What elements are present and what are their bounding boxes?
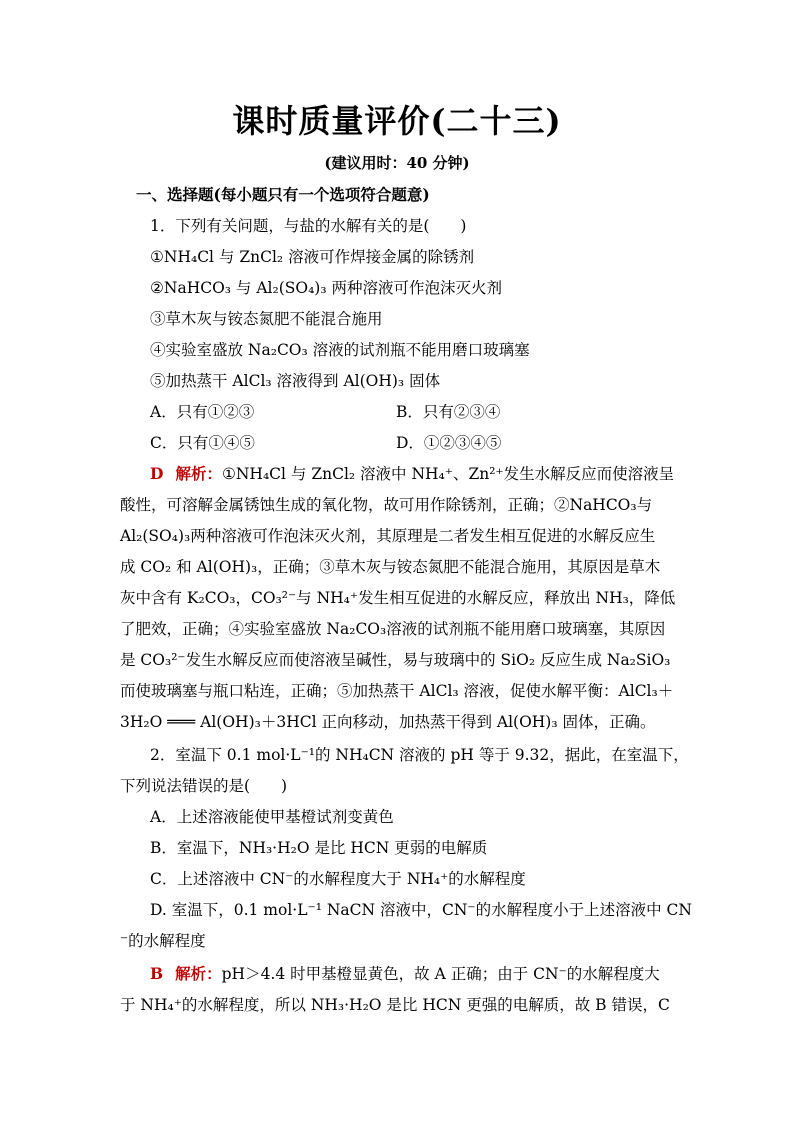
q1-option-b: B．只有②③④ [396, 403, 501, 421]
q1-analysis-first-line [150, 462, 706, 486]
q1-analysis-text: ①NH₄Cl 与 ZnCl₂ 溶液中 NH₄⁺、Zn²⁺发生水解反应而使溶液呈 [221, 465, 675, 483]
q1-stem: 1．下列有关问题，与盐的水解有关的是( ) [150, 217, 467, 235]
page-subtitle: (建议用时：40 分钟) [324, 154, 470, 172]
q2-option-d: D. 室温下，0.1 mol·L⁻¹ NaCN 溶液中，CN⁻的水解程度小于上述溶液中 CN [150, 901, 692, 919]
q2-analysis-text: pH＞4.4 时甲基橙显黄色，故 A 正确；由于 CN⁻的水解程度大 [221, 965, 660, 983]
q2-answer: B [150, 964, 164, 983]
q2-option-a: A．上述溶液能使甲基橙试剂变黄色 [150, 808, 394, 826]
q1-answer: D [150, 464, 164, 483]
q1-option-a: A．只有①②③ [150, 403, 255, 421]
q1-item: ③草木灰与铵态氮肥不能混合施用 [150, 310, 383, 328]
q1-item: ⑤加热蒸干 AlCl₃ 溶液得到 Al(OH)₃ 固体 [150, 372, 441, 390]
q2-analysis-line: 于 NH₄⁺的水解程度，所以 NH₃·H₂O 是比 HCN 更强的电解质，故 B 错误，C [120, 996, 670, 1014]
q1-analysis-line: 3H₂O ═══ Al(OH)₃＋3HCl 正向移动，加热蒸干得到 Al(OH)₃ 固体，正确。 [120, 713, 656, 731]
q2-analysis-first-line [150, 962, 706, 986]
q2-stem-line: 下列说法错误的是( ) [120, 777, 288, 795]
q1-analysis-line: 是 CO₃²⁻发生水解反应而使溶液呈碱性，易与玻璃中的 SiO₂ 反应生成 Na₂SiO₃ [120, 651, 671, 669]
section-heading: 一、选择题(每小题只有一个选项符合题意) [136, 185, 430, 204]
q1-analysis-line: 成 CO₂ 和 Al(OH)₃，正确；③草木灰与铵态氮肥不能混合施用，其原因是草木 [120, 558, 661, 576]
q1-option-c: C．只有①④⑤ [150, 434, 255, 452]
q1-item: ①NH₄Cl 与 ZnCl₂ 溶液可作焊接金属的除锈剂 [150, 248, 475, 266]
q1-analysis-line: 而使玻璃塞与瓶口粘连，正确；⑤加热蒸干 AlCl₃ 溶液，促使水解平衡：AlCl₃＋ [120, 682, 674, 700]
q1-analysis-label: 解析： [175, 464, 222, 483]
q1-item: ②NaHCO₃ 与 Al₂(SO₄)₃ 两种溶液可作泡沫灭火剂 [150, 279, 502, 297]
q1-analysis-line: Al₂(SO₄)₃两种溶液可作泡沫灭火剂，其原理是二者发生相互促进的水解反应生 [120, 527, 656, 545]
q2-option-d-continued: ⁻的水解程度 [120, 932, 206, 950]
q1-analysis-line: 酸性，可溶解金属锈蚀生成的氧化物，故可用作除锈剂，正确；②NaHCO₃与 [120, 496, 653, 514]
q2-stem-line: 2．室温下 0.1 mol·L⁻¹的 NH₄CN 溶液的 pH 等于 9.32，据此，在室温下， [150, 746, 689, 764]
q2-option-b: B．室温下，NH₃·H₂O 是比 HCN 更弱的电解质 [150, 839, 488, 857]
q1-analysis-line: 了肥效，正确；④实验室盛放 Na₂CO₃溶液的试剂瓶不能用磨口玻璃塞，其原因 [120, 620, 666, 638]
q2-analysis-label: 解析： [175, 964, 222, 983]
q1-option-d: D．①②③④⑤ [396, 434, 502, 452]
q1-analysis-line: 灰中含有 K₂CO₃，CO₃²⁻与 NH₄⁺发生相互促进的水解反应，释放出 NH₃，降低 [120, 589, 676, 607]
q2-option-c: C．上述溶液中 CN⁻的水解程度大于 NH₄⁺的水解程度 [150, 870, 526, 888]
page-title: 课时质量评价(二十三) [232, 102, 562, 140]
q1-item: ④实验室盛放 Na₂CO₃ 溶液的试剂瓶不能用磨口玻璃塞 [150, 341, 530, 359]
